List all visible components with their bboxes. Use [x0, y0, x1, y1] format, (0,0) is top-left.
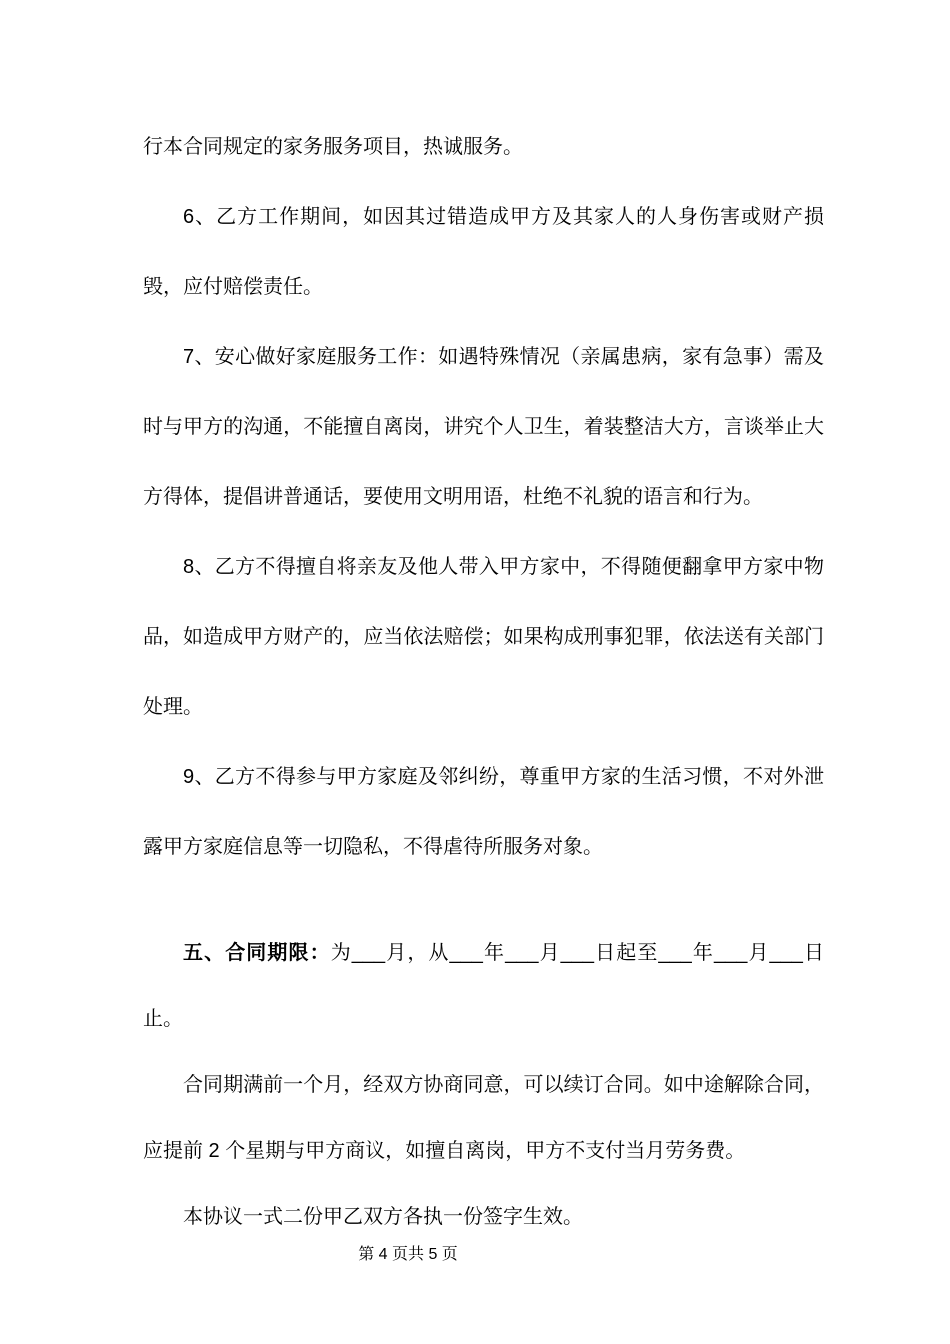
- clause-9-paragraph: 9、乙方不得参与甲方家庭及邻纠纷，尊重甲方家的生活习惯，不对外泄露甲方家庭信息等一切隐私，不得虐待所服务对象。: [143, 766, 824, 858]
- page-number-footer: 第 4 页共 5 页: [358, 1246, 458, 1263]
- clause-6-paragraph: 6、乙方工作期间，如因其过错造成甲方及其家人的人身伤害或财产损毁，应付赔偿责任。: [143, 206, 824, 298]
- section-5-contract-term-paragraph: [143, 920, 824, 1052]
- section-5-heading: 五、合同期限：: [183, 942, 331, 964]
- clause-7-paragraph: 7、安心做好家庭服务工作：如遇特殊情况（亲属患病，家有急事）需及时与甲方的沟通，不能擅自离岗，讲究个人卫生，着装整洁大方，言谈举止大方得体，提倡讲普通话，要使用文明用语，杜绝不礼貌的语言和行为。: [143, 346, 824, 508]
- renewal-clause-paragraph: 合同期满前一个月，经双方协商同意，可以续订合同。如中途解除合同，应提前 2 个星期与甲方商议，如擅自离岗，甲方不支付当月劳务费。: [143, 1074, 824, 1162]
- clause-5-continuation-line: 行本合同规定的家务服务项目，热诚服务。: [143, 136, 523, 158]
- effectiveness-clause-paragraph: 本协议一式二份甲乙双方各执一份签字生效。: [183, 1206, 583, 1228]
- section-5-blank-dates-text: 为___月，从___年___月___日起至___年___月___日止。: [143, 942, 825, 1030]
- page-body-text: [143, 112, 824, 1250]
- clause-8-paragraph: 8、乙方不得擅自将亲友及他人带入甲方家中，不得随便翻拿甲方家中物品，如造成甲方财产的，应当依法赔偿；如果构成刑事犯罪，依法送有关部门处理。: [143, 556, 824, 718]
